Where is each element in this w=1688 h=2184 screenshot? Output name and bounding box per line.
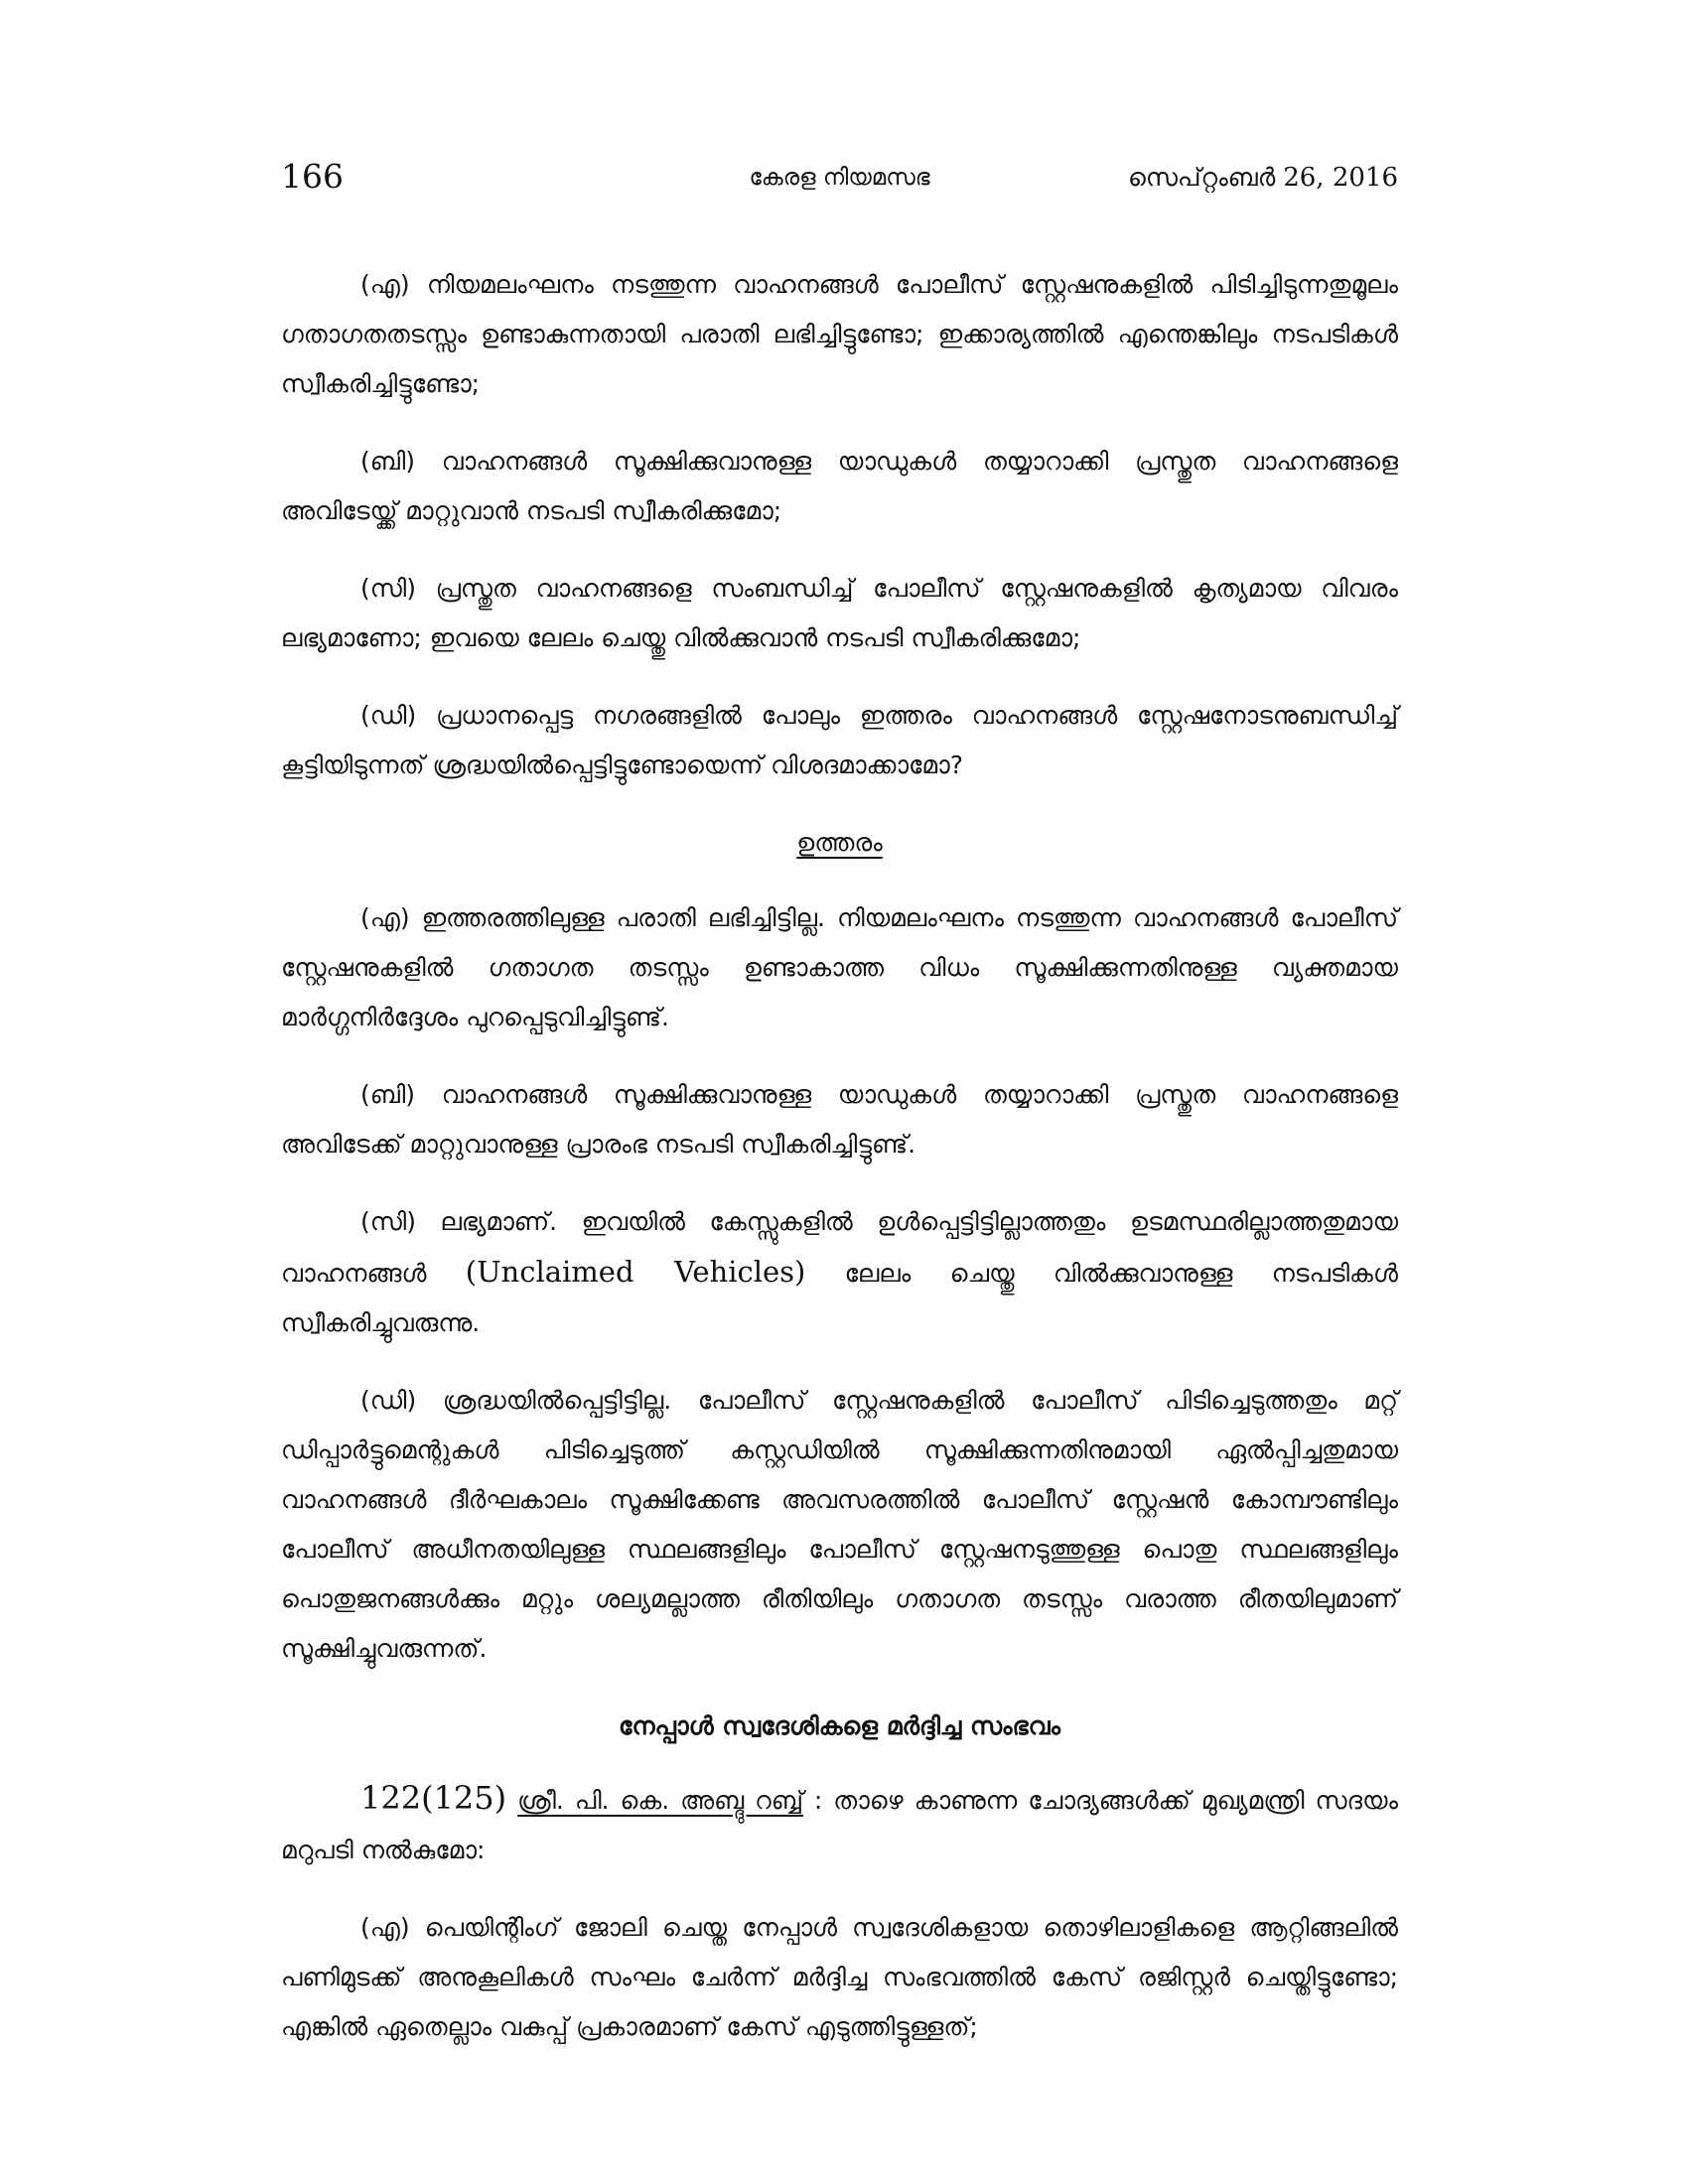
question1-part-a: (എ) നിയമലംഘനം നടത്തുന്ന വാഹനങ്ങൾ പോലീസ് സ്റ്റേഷനുകളിൽ പിടിച്ചിടുന്നതുമൂലം ഗതാഗതതടസ്സം ഉണ്ടാകുന്നതായി പരാതി ലഭിച്ചിട്ടുണ്ടോ; ഇക്കാര്യത്തിൽ എന്തെങ്കിലും നടപടികൾ സ്വീകരിച്ചിട്ടുണ്ടോ; [281,270,1398,398]
header-date-month: സെപ്റ്റംബർ [1128,163,1276,192]
section2-heading: നേപ്പാൾ സ്വദേശികളെ മർദ്ദിച്ച സംഭവം [618,1711,1061,1740]
answer1-part-a: (എ) ഇത്തരത്തിലുള്ള പരാതി ലഭിച്ചിട്ടില്ല. നിയമലംഘനം നടത്തുന്ന വാഹനങ്ങൾ പോലീസ് സ്റ്റേഷനുകളിൽ ഗതാഗത തടസ്സം ഉണ്ടാകാത്ത വിധം സൂക്ഷിക്കുന്നതിനുള്ള വ്യക്തമായ മാർഗ്ഗനിർദ്ദേശം പുറപ്പെടുവിച്ചിട്ടുണ്ട്. [281,903,1398,1031]
question2-member: ശ്രീ. പി. കെ. അബ്ദു റബ്ബ് [517,1786,803,1815]
header-title: കേരള നിയമസഭ [749,165,930,191]
answer1-part-c-post: ലേലം ചെയ്തു വിൽക്കുവാനുള്ള നടപടികൾ സ്വീകരിച്ചുവരുന്നു. [281,1259,1399,1337]
header-date [1128,163,1398,193]
question1-part-b: (ബി) വാഹനങ്ങൾ സൂക്ഷിക്കുവാനുള്ള യാഡുകൾ തയ്യാറാക്കി പ്രസ്തുത വാഹനങ്ങളെ അവിടേയ്ക്ക് മാറ്റുവാൻ നടപടി സ്വീകരിക്കുമോ; [281,447,1398,525]
page-content [281,260,1398,2052]
answer-heading-text: ഉത്തരം [796,828,883,857]
question2-number: 122(125) [360,1779,507,1817]
answer1-part-b: (ബി) വാഹനങ്ങൾ സൂക്ഷിക്കുവാനുള്ള യാഡുകൾ തയ്യാറാക്കി പ്രസ്തുത വാഹനങ്ങളെ അവിടേക്ക് മാറ്റുവാനുള്ള പ്രാരംഭ നടപടി സ്വീകരിച്ചിട്ടുണ്ട്. [281,1080,1398,1159]
answer1-part-c-english: (Unclaimed Vehicles) [465,1255,806,1289]
page-number: 166 [281,157,344,196]
question2-intro-text: : താഴെ കാണുന്ന ചോദ്യങ്ങൾക്ക് മുഖ്യമന്ത്രി സദയം മറുപടി നൽകുമോ: [281,1786,1398,1864]
answer1-part-c [281,1197,1398,1348]
header-date-number: 26, 2016 [1283,163,1398,193]
question1-part-d: (ഡി) പ്രധാനപ്പെട്ട നഗരങ്ങളിൽ പോലും ഇത്തരം വാഹനങ്ങൾ സ്റ്റേഷനോടനുബന്ധിച്ച് കൂട്ടിയിടുന്നത് ശ്രദ്ധയിൽപ്പെട്ടിട്ടുണ്ടോയെന്ന് വിശദമാക്കാമോ? [281,701,1398,779]
question2-intro [281,1773,1398,1875]
answer1-part-c-pre: (സി) ലഭ്യമാണ്. ഇവയിൽ കേസ്സുകളിൽ ഉൾപ്പെട്ടിട്ടില്ലാത്തതും ഉടമസ്ഥരില്ലാത്തതുമായ വാഹനങ്ങൾ [281,1207,1398,1288]
answer1-part-d: (ഡി) ശ്രദ്ധയിൽപ്പെട്ടിട്ടില്ല. പോലീസ് സ്റ്റേഷനുകളിൽ പോലീസ് പിടിച്ചെടുത്തതും മറ്റ് ഡിപ്പാർട്ടുമെന്റുകൾ പിടിച്ചെടുത്ത് കസ്റ്റഡിയിൽ സൂക്ഷിക്കുന്നതിനുമായി ഏൽപ്പിച്ചതുമായ വാഹനങ്ങൾ ദീർഘകാലം സൂക്ഷിക്കേണ്ട അവസരത്തിൽ പോലീസ് സ്റ്റേഷൻ കോമ്പൗണ്ടിലും പോലീസ് അധീനതയിലുള്ള സ്ഥലങ്ങളിലും പോലീസ് സ്റ്റേഷനടുത്തുള്ള പൊതു സ്ഥലങ്ങളിലും പൊതുജനങ്ങൾക്കും മറ്റും ശല്യമല്ലാത്ത രീതിയിലും ഗതാഗത തടസ്സം വരാത്ത രീതയിലുമാണ് സൂക്ഷിച്ചുവരുന്നത്. [281,1386,1398,1663]
answer-heading [281,818,1398,868]
page-header [281,157,1398,206]
question1-part-c: (സി) പ്രസ്തുത വാഹനങ്ങളെ സംബന്ധിച്ച് പോലീസ് സ്റ്റേഷനുകളിൽ കൃത്യമായ വിവരം ലഭ്യമാണോ; ഇവയെ ലേലം ചെയ്തു വിൽക്കുവാൻ നടപടി സ്വീകരിക്കുമോ; [281,574,1398,652]
question2-part-a: (എ) പെയിന്റിംഗ് ജോലി ചെയ്ത നേപ്പാൾ സ്വദേശികളായ തൊഴിലാളികളെ ആറ്റിങ്ങലിൽ പണിമുടക്ക് അനുകൂലികൾ സംഘം ചേർന്ന് മർദ്ദിച്ച സംഭവത്തിൽ കേസ് രജിസ്റ്റർ ചെയ്തിട്ടുണ്ടോ; എങ്കിൽ ഏതെല്ലാം വകുപ്പ് പ്രകാരമാണ് കേസ് എടുത്തിട്ടുള്ളത്; [281,1913,1398,2041]
